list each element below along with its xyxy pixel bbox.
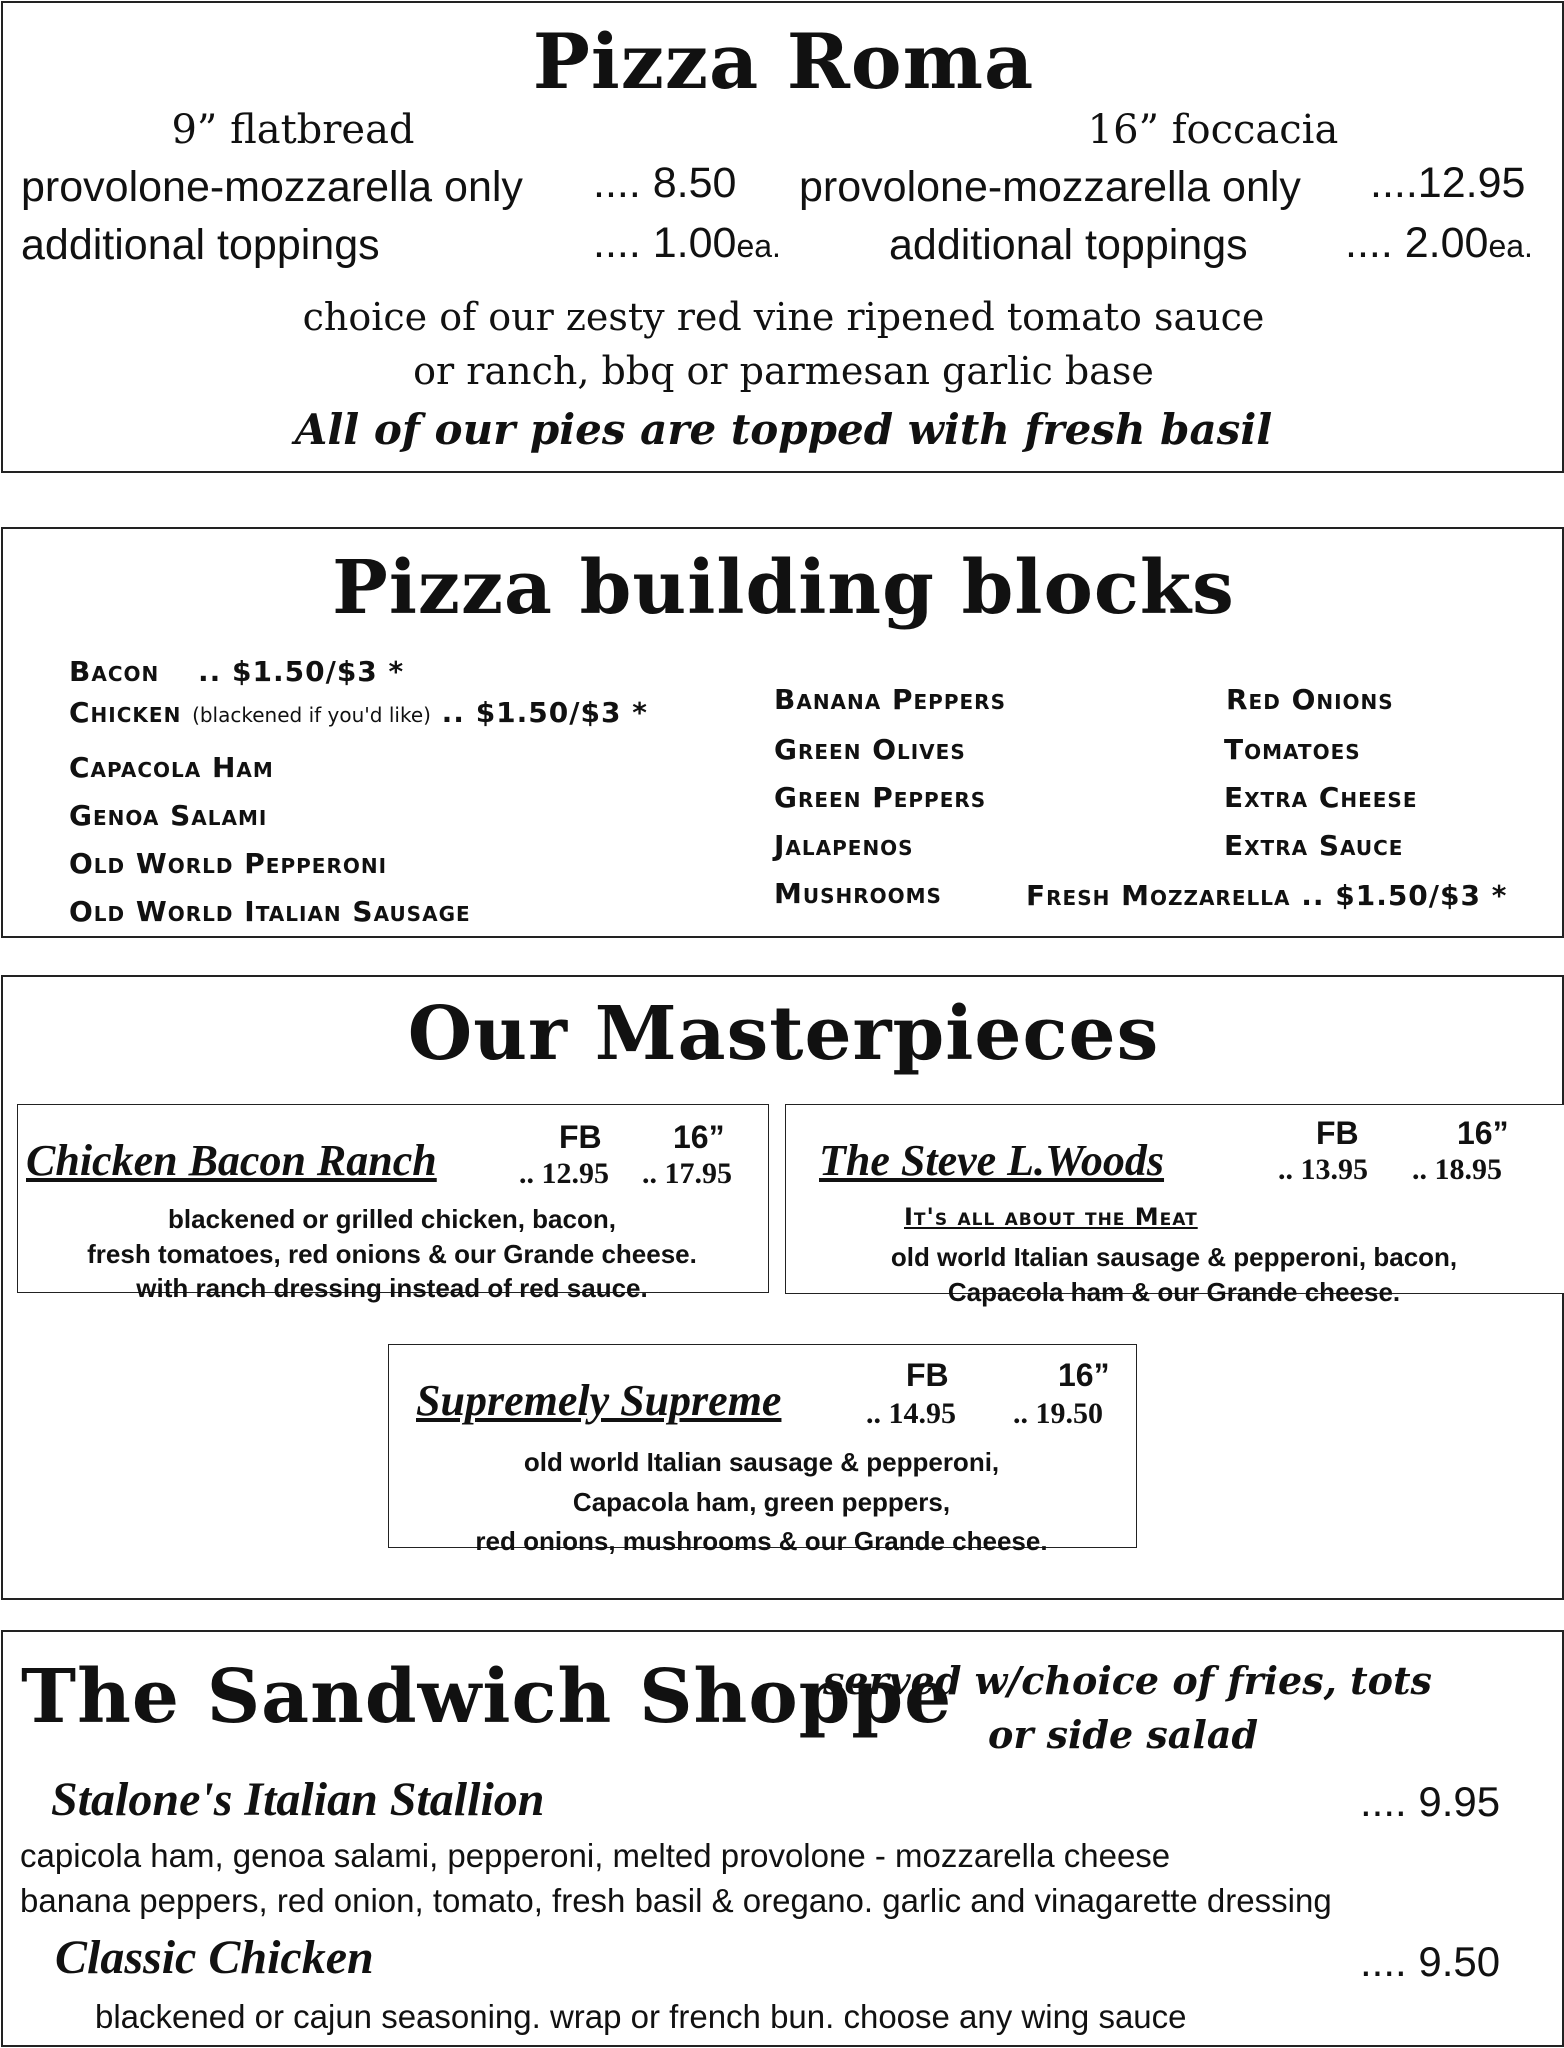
- masterpiece-desc-line: fresh tomatoes, red onions & our Grande cheese.: [87, 1239, 697, 1269]
- topping-capacola-ham: Capacola Ham: [69, 751, 274, 784]
- flatbread-topping-price-suffix: ea.: [736, 228, 781, 264]
- flatbread-topping-price-value: .... 1.00: [593, 219, 737, 267]
- topping-extra-cheese: Extra Cheese: [1224, 781, 1418, 814]
- size-price: .. 18.95: [1412, 1153, 1502, 1186]
- sandwich-price-stallion: .... 9.95: [1360, 1778, 1501, 1825]
- fb-price: .. 14.95: [866, 1397, 956, 1430]
- size-price: .. 17.95: [642, 1157, 732, 1190]
- topping-italian-sausage: Old World Italian Sausage: [69, 895, 471, 928]
- sauce-choice-line1: choice of our zesty red vine ripened tomato sauce: [302, 295, 1265, 339]
- fb-label: FB: [1316, 1115, 1359, 1151]
- topping-jalapenos: Jalapenos: [774, 829, 914, 862]
- foccacia-topping-label: additional toppings: [889, 221, 1248, 269]
- topping-label: Bacon: [69, 655, 160, 688]
- size-label: 16”: [1058, 1357, 1110, 1393]
- fresh-basil-note: All of our pies are topped with fresh basil: [294, 405, 1273, 454]
- topping-chicken: [69, 696, 648, 729]
- masterpiece-card-chicken-bacon-ranch: [17, 1104, 769, 1303]
- masterpiece-card-supremely-supreme: [388, 1344, 1137, 1556]
- topping-fresh-mozzarella: Fresh Mozzarella .. $1.50/$3 *: [1026, 879, 1508, 912]
- served-with-line2: or side salad: [987, 1712, 1259, 1757]
- topping-price: .. $1.50/$3 *: [441, 696, 648, 729]
- masterpiece-desc-line: Capacola ham & our Grande cheese.: [947, 1277, 1401, 1307]
- masterpiece-card-steve-l-woods: [785, 1104, 1564, 1307]
- topping-banana-peppers: Banana Peppers: [774, 683, 1006, 716]
- topping-bacon: [69, 655, 404, 688]
- building-blocks-panel: [1, 527, 1564, 938]
- flatbread-base-price: .... 8.50: [593, 159, 737, 207]
- topping-mushrooms: Mushrooms: [774, 877, 942, 910]
- flatbread-topping-price: [593, 219, 781, 268]
- topping-note: (blackened if you'd like): [192, 703, 431, 727]
- sandwich-desc-line: capicola ham, genoa salami, pepperoni, melted provolone - mozzarella cheese: [20, 1837, 1171, 1874]
- foccacia-base-label: provolone-mozzarella only: [799, 163, 1301, 211]
- sandwich-desc-line: banana peppers, red onion, tomato, fresh basil & oregano. garlic and vinagarette dressing: [20, 1882, 1332, 1919]
- sandwich-name-classic-chicken: Classic Chicken: [55, 1931, 374, 1984]
- foccacia-topping-price-value: .... 2.00: [1345, 219, 1489, 267]
- topping-price: .. $1.50/$3 *: [198, 655, 405, 688]
- foccacia-topping-price-suffix: ea.: [1488, 228, 1533, 264]
- topping-pepperoni: Old World Pepperoni: [69, 847, 388, 880]
- topping-red-onions: Red Onions: [1226, 683, 1394, 716]
- topping-tomatoes: Tomatoes: [1224, 733, 1361, 766]
- foccacia-topping-price: [1345, 219, 1533, 268]
- masterpiece-subtitle: It's all about the Meat: [904, 1203, 1198, 1231]
- sandwich-desc-line: blackened or cajun seasoning. wrap or french bun. choose any wing sauce: [95, 1998, 1187, 2035]
- masterpieces-panel: [1, 975, 1564, 1600]
- topping-extra-sauce: Extra Sauce: [1224, 829, 1404, 862]
- sandwich-price-classic-chicken: .... 9.50: [1360, 1938, 1501, 1985]
- size-label: 16”: [1457, 1115, 1509, 1151]
- masterpiece-desc-line: blackened or grilled chicken, bacon,: [168, 1204, 616, 1234]
- masterpiece-desc-line: red onions, mushrooms & our Grande cheese.: [475, 1526, 1048, 1556]
- masterpiece-name: The Steve L.Woods: [819, 1136, 1165, 1185]
- served-with-line1: served w/choice of fries, tots: [823, 1658, 1432, 1703]
- size-label: 16”: [673, 1119, 725, 1155]
- topping-green-olives: Green Olives: [774, 733, 966, 766]
- size-price: .. 19.50: [1013, 1397, 1103, 1430]
- sandwich-title: The Sandwich Shoppe: [21, 1654, 953, 1740]
- topping-label: Chicken: [69, 696, 182, 729]
- building-blocks-title: Pizza building blocks: [332, 545, 1235, 631]
- masterpiece-desc-line: old world Italian sausage & pepperoni, bacon,: [890, 1242, 1458, 1272]
- masterpiece-desc-line: old world Italian sausage & pepperoni,: [523, 1447, 1000, 1477]
- topping-green-peppers: Green Peppers: [774, 781, 987, 814]
- pizza-roma-title: Pizza Roma: [532, 17, 1035, 106]
- sauce-choice-line2: or ranch, bbq or parmesan garlic base: [413, 349, 1154, 393]
- sandwich-name-stallion: Stalone's Italian Stallion: [51, 1773, 545, 1826]
- sandwich-panel: [1, 1630, 1564, 2047]
- masterpiece-desc-line: Capacola ham, green peppers,: [572, 1487, 951, 1517]
- fb-price: .. 12.95: [519, 1157, 609, 1190]
- masterpieces-title: Our Masterpieces: [407, 991, 1160, 1077]
- masterpiece-desc-line: with ranch dressing instead of red sauce.: [136, 1273, 648, 1303]
- masterpiece-name: Supremely Supreme: [416, 1376, 782, 1425]
- flatbread-header: 9” flatbread: [171, 107, 415, 153]
- foccacia-header: 16” foccacia: [1087, 107, 1339, 153]
- fb-price: .. 13.95: [1278, 1153, 1368, 1186]
- foccacia-base-price: ....12.95: [1370, 159, 1526, 207]
- masterpiece-name: Chicken Bacon Ranch: [26, 1136, 437, 1185]
- fb-label: FB: [559, 1119, 602, 1155]
- topping-genoa-salami: Genoa Salami: [69, 799, 268, 832]
- fb-label: FB: [906, 1357, 949, 1393]
- flatbread-base-label: provolone-mozzarella only: [21, 163, 523, 211]
- pizza-roma-panel: [1, 1, 1564, 473]
- flatbread-topping-label: additional toppings: [21, 221, 380, 269]
